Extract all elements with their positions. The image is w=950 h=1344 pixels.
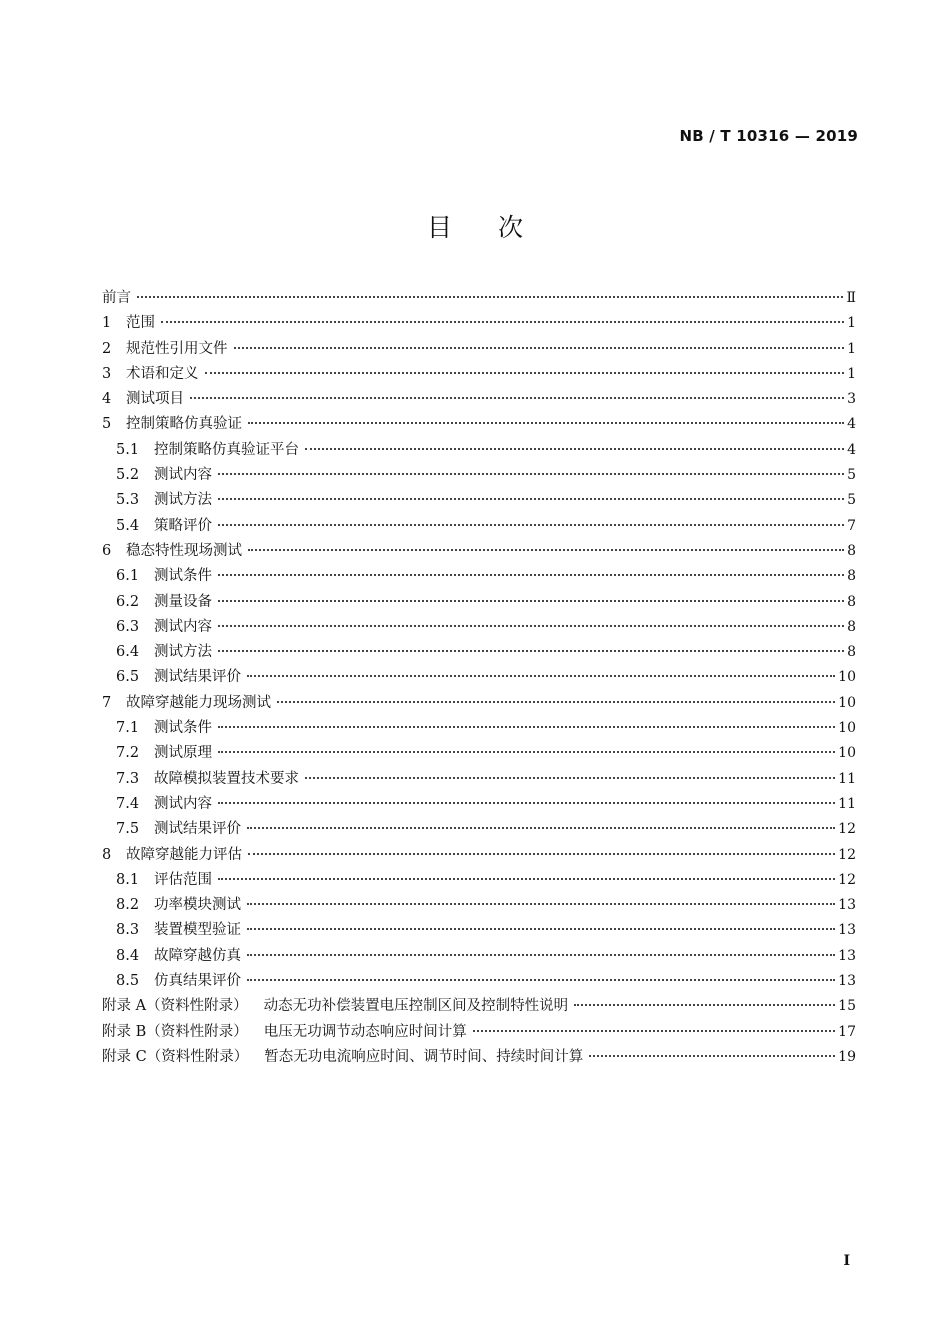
toc-entry-page: 10 [838, 745, 856, 762]
toc-entry-page: 13 [838, 947, 856, 964]
toc-entry-number: 附录 B（资料性附录） [102, 1023, 248, 1040]
toc-entry-number: 6.4 [116, 644, 140, 661]
toc-entry-title: 测试方法 [154, 644, 212, 661]
toc-dot-leader [218, 878, 835, 880]
toc-entry-title: 测试结果评价 [154, 821, 241, 838]
toc-list [102, 286, 856, 1070]
toc-dot-leader [218, 524, 844, 526]
toc-entry-title: 稳态特性现场测试 [126, 542, 242, 559]
toc-dot-leader [247, 827, 835, 829]
toc-entry-page: 12 [838, 821, 856, 838]
toc-entry-title: 故障穿越能力现场测试 [126, 694, 271, 711]
toc-entry[interactable] [102, 918, 856, 943]
toc-entry-title: 仿真结果评价 [154, 973, 241, 990]
toc-dot-leader [247, 675, 835, 677]
toc-entry[interactable] [102, 741, 856, 766]
toc-entry-number: 1 [102, 315, 112, 332]
toc-entry-number: 附录 C（资料性附录） [102, 1048, 249, 1065]
toc-entry-page: 19 [838, 1048, 856, 1065]
toc-entry-page: 12 [838, 846, 856, 863]
toc-entry-number: 7.2 [116, 745, 140, 762]
toc-dot-leader [248, 853, 835, 855]
toc-dot-leader [218, 650, 844, 652]
toc-entry-title: 测试条件 [154, 720, 212, 737]
toc-entry-title: 测试原理 [154, 745, 212, 762]
toc-entry[interactable] [102, 463, 856, 488]
toc-entry-number: 7.1 [116, 720, 140, 737]
toc-entry-page: 5 [847, 467, 856, 484]
toc-entry-page: 15 [838, 998, 856, 1015]
toc-entry-number: 附录 A（资料性附录） [102, 998, 248, 1015]
toc-dot-leader [218, 751, 835, 753]
toc-entry[interactable] [102, 1020, 856, 1045]
toc-entry[interactable] [102, 944, 856, 969]
toc-entry[interactable] [102, 969, 856, 994]
toc-entry[interactable] [102, 640, 856, 665]
toc-entry[interactable] [102, 893, 856, 918]
toc-entry-title: 术语和定义 [126, 365, 199, 382]
toc-entry[interactable] [102, 337, 856, 362]
toc-entry-page: 13 [838, 922, 856, 939]
toc-entry-title: 测试条件 [154, 568, 212, 585]
toc-entry[interactable] [102, 286, 856, 311]
toc-entry-page: 8 [847, 618, 856, 635]
toc-entry-title: 故障模拟装置技术要求 [154, 770, 299, 787]
toc-entry-title: 策略评价 [154, 517, 212, 534]
toc-entry-title: 控制策略仿真验证 [126, 416, 242, 433]
toc-entry-title: 测试内容 [154, 618, 212, 635]
toc-dot-leader [218, 726, 835, 728]
toc-entry-number: 8.5 [116, 973, 140, 990]
toc-entry-page: 1 [847, 340, 856, 357]
toc-entry[interactable] [102, 311, 856, 336]
toc-entry-page: 4 [847, 441, 856, 458]
document-code: NB / T 10316 — 2019 [679, 127, 858, 145]
toc-entry-page: 7 [847, 517, 856, 534]
toc-title: 目次 [426, 213, 569, 242]
toc-entry-page: 5 [847, 492, 856, 509]
toc-entry-number: 8.1 [116, 871, 140, 888]
toc-dot-leader [574, 1004, 835, 1006]
toc-entry-number: 8.2 [116, 897, 140, 914]
toc-entry-number: 5.4 [116, 517, 140, 534]
toc-entry-page: 4 [847, 416, 856, 433]
toc-entry-title: 暂态无功电流响应时间、调节时间、持续时间计算 [264, 1048, 584, 1065]
toc-dot-leader [589, 1055, 835, 1057]
toc-entry-number: 8.3 [116, 922, 140, 939]
toc-entry-number: 6.3 [116, 618, 140, 635]
toc-entry[interactable] [102, 868, 856, 893]
toc-entry-title: 测试内容 [154, 795, 212, 812]
toc-entry-number: 5.1 [116, 441, 140, 458]
toc-entry-page: 13 [838, 897, 856, 914]
toc-entry-page: 11 [838, 770, 856, 787]
toc-entry-number: 8 [102, 846, 112, 863]
toc-entry[interactable] [102, 615, 856, 640]
toc-entry-page: 10 [838, 669, 856, 686]
toc-entry-page: 17 [838, 1023, 856, 1040]
toc-entry-title: 控制策略仿真验证平台 [154, 441, 299, 458]
toc-entry-page: Ⅱ [846, 290, 856, 306]
toc-dot-leader [218, 574, 844, 576]
toc-entry-number: 8.4 [116, 947, 140, 964]
toc-entry-title: 故障穿越能力评估 [126, 846, 242, 863]
toc-entry[interactable] [102, 691, 856, 716]
toc-dot-leader [305, 448, 844, 450]
toc-entry[interactable] [102, 438, 856, 463]
toc-entry-number: 6.2 [116, 593, 140, 610]
toc-entry-title: 测试内容 [154, 467, 212, 484]
toc-entry-number: 7 [102, 694, 112, 711]
toc-entry-title: 前言 [102, 290, 131, 306]
toc-entry-number: 6 [102, 542, 112, 559]
toc-entry-page: 10 [838, 694, 856, 711]
toc-entry-number: 4 [102, 391, 112, 408]
toc-entry[interactable] [102, 792, 856, 817]
toc-entry[interactable] [102, 387, 856, 412]
toc-dot-leader [218, 473, 844, 475]
toc-entry-number: 5 [102, 416, 112, 433]
toc-dot-leader [247, 954, 835, 956]
toc-dot-leader [305, 777, 835, 779]
toc-entry-title: 装置模型验证 [154, 922, 241, 939]
toc-entry[interactable] [102, 488, 856, 513]
toc-entry-title: 功率模块测试 [154, 897, 241, 914]
toc-entry[interactable] [102, 994, 856, 1019]
toc-entry-title: 电压无功调节动态响应时间计算 [263, 1023, 467, 1040]
toc-entry-page: 13 [838, 973, 856, 990]
toc-entry-number: 5.2 [116, 467, 140, 484]
toc-dot-leader [248, 422, 844, 424]
toc-entry-page: 3 [847, 391, 856, 408]
toc-entry-title: 测试项目 [126, 391, 184, 408]
toc-entry-title: 动态无功补偿装置电压控制区间及控制特性说明 [263, 998, 569, 1015]
toc-entry-number: 5.3 [116, 492, 140, 509]
toc-dot-leader [218, 600, 844, 602]
toc-entry-title: 规范性引用文件 [126, 340, 228, 357]
toc-entry-page: 12 [838, 871, 856, 888]
toc-entry-title: 范围 [126, 315, 155, 332]
toc-dot-leader [218, 802, 835, 804]
toc-entry-number: 7.5 [116, 821, 140, 838]
toc-dot-leader [161, 321, 844, 323]
toc-dot-leader [473, 1030, 835, 1032]
toc-entry[interactable] [102, 539, 856, 564]
toc-dot-leader [234, 347, 845, 349]
toc-entry-number: 2 [102, 340, 112, 357]
toc-entry-number: 7.4 [116, 795, 140, 812]
toc-entry[interactable] [102, 817, 856, 842]
toc-dot-leader [277, 701, 835, 703]
toc-entry[interactable] [102, 412, 856, 437]
toc-entry-title: 评估范围 [154, 871, 212, 888]
toc-entry[interactable] [102, 362, 856, 387]
toc-entry[interactable] [102, 843, 856, 868]
toc-entry[interactable] [102, 767, 856, 792]
toc-entry-title: 测试方法 [154, 492, 212, 509]
toc-entry-page: 8 [847, 644, 856, 661]
toc-entry-title: 测量设备 [154, 593, 212, 610]
toc-dot-leader [247, 903, 835, 905]
toc-entry-page: 8 [847, 568, 856, 585]
toc-entry-page: 1 [847, 315, 856, 332]
toc-dot-leader [247, 928, 835, 930]
toc-entry-number: 6.1 [116, 568, 140, 585]
page-number: I [843, 1253, 850, 1269]
toc-entry-number: 6.5 [116, 669, 140, 686]
toc-entry-number: 7.3 [116, 770, 140, 787]
toc-dot-leader [218, 498, 844, 500]
toc-entry-page: 8 [847, 542, 856, 559]
toc-entry[interactable] [102, 514, 856, 539]
toc-entry[interactable] [102, 564, 856, 589]
toc-entry[interactable] [102, 665, 856, 690]
toc-entry-title: 测试结果评价 [154, 669, 241, 686]
toc-entry[interactable] [102, 590, 856, 615]
toc-entry-page: 10 [838, 720, 856, 737]
toc-entry[interactable] [102, 1045, 856, 1070]
toc-entry-number: 3 [102, 365, 112, 382]
toc-dot-leader [137, 296, 843, 298]
toc-entry-page: 8 [847, 593, 856, 610]
toc-entry[interactable] [102, 716, 856, 741]
toc-dot-leader [248, 549, 844, 551]
toc-dot-leader [247, 979, 835, 981]
toc-entry-page: 1 [847, 365, 856, 382]
toc-dot-leader [218, 625, 844, 627]
toc-dot-leader [205, 372, 845, 374]
toc-entry-page: 11 [838, 795, 856, 812]
toc-entry-title: 故障穿越仿真 [154, 947, 241, 964]
toc-dot-leader [190, 397, 844, 399]
